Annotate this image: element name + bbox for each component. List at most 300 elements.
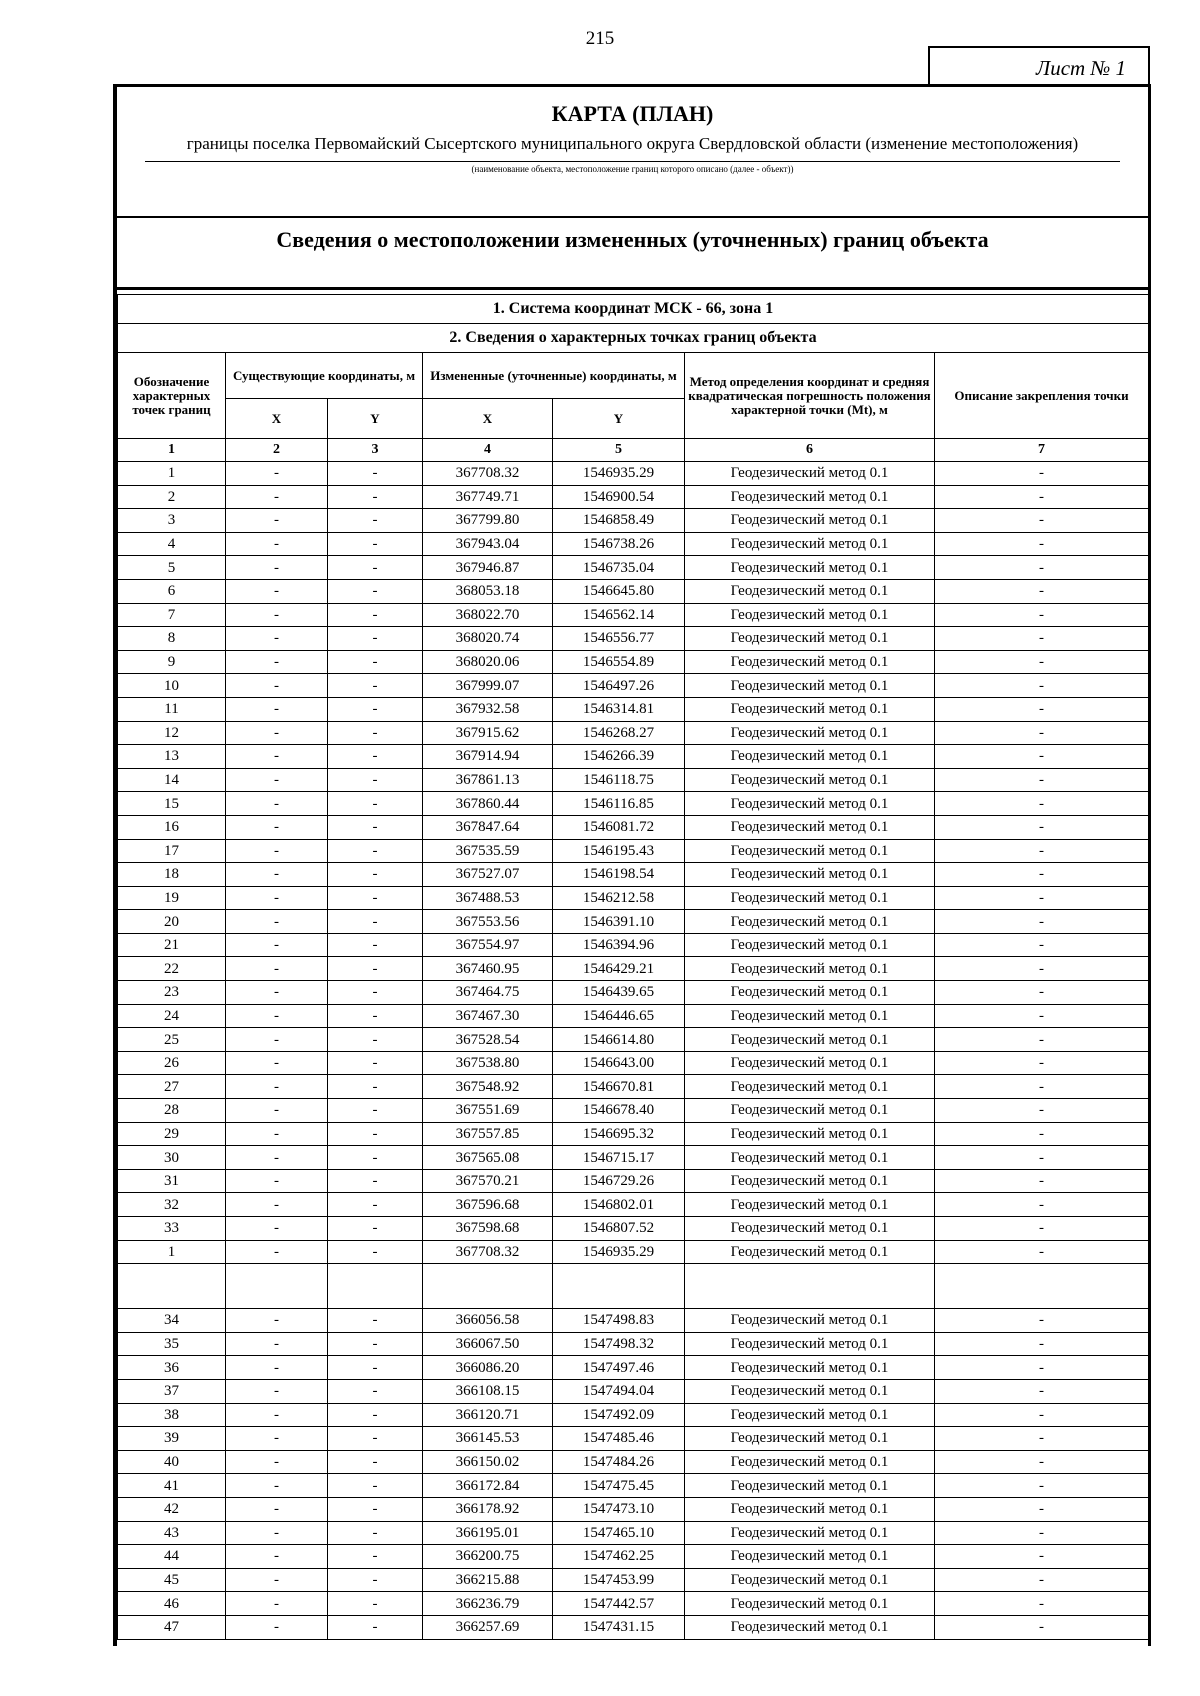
header-description: Описание закрепления точки (935, 353, 1149, 439)
existing-y: - (328, 650, 423, 674)
point-number: 47 (118, 1615, 226, 1639)
existing-y: - (328, 1122, 423, 1146)
point-number: 1 (118, 1240, 226, 1264)
existing-x: - (226, 957, 328, 981)
existing-x: - (226, 1004, 328, 1028)
method: Геодезический метод 0.1 (685, 1568, 935, 1592)
existing-y: - (328, 1450, 423, 1474)
method: Геодезический метод 0.1 (685, 1169, 935, 1193)
fixing-description: - (935, 532, 1149, 556)
changed-y: 1547475.45 (553, 1474, 685, 1498)
column-number: 2 (226, 439, 328, 462)
table-row (118, 532, 1149, 556)
method: Геодезический метод 0.1 (685, 579, 935, 603)
fixing-description: - (935, 721, 1149, 745)
method: Геодезический метод 0.1 (685, 886, 935, 910)
table-row (118, 1146, 1149, 1170)
table-row (118, 603, 1149, 627)
changed-x: 366215.88 (423, 1568, 553, 1592)
table-row (118, 1051, 1149, 1075)
point-number: 29 (118, 1122, 226, 1146)
changed-x: 367551.69 (423, 1099, 553, 1123)
changed-y: 1547498.32 (553, 1332, 685, 1356)
subtitle-caption: (наименование объекта, местоположение границ которого описано (далее - объект)) (471, 164, 794, 174)
point-number: 28 (118, 1099, 226, 1123)
method: Геодезический метод 0.1 (685, 863, 935, 887)
table-row (118, 815, 1149, 839)
existing-y: - (328, 1217, 423, 1241)
header-existing-y: Y (328, 399, 423, 439)
changed-y: 1546314.81 (553, 697, 685, 721)
fixing-description: - (935, 603, 1149, 627)
method: Геодезический метод 0.1 (685, 650, 935, 674)
table-separator-row (118, 1264, 1149, 1309)
point-number: 16 (118, 815, 226, 839)
changed-y: 1547494.04 (553, 1379, 685, 1403)
changed-y: 1546212.58 (553, 886, 685, 910)
existing-y: - (328, 627, 423, 651)
point-number: 27 (118, 1075, 226, 1099)
existing-x: - (226, 532, 328, 556)
existing-x: - (226, 603, 328, 627)
existing-y: - (328, 1099, 423, 1123)
table-row (118, 745, 1149, 769)
point-number: 37 (118, 1379, 226, 1403)
empty-cell (685, 1264, 935, 1309)
method: Геодезический метод 0.1 (685, 745, 935, 769)
existing-y: - (328, 1521, 423, 1545)
point-number: 1 (118, 462, 226, 486)
existing-x: - (226, 863, 328, 887)
changed-y: 1547473.10 (553, 1497, 685, 1521)
point-number: 3 (118, 509, 226, 533)
existing-y: - (328, 1497, 423, 1521)
existing-x: - (226, 933, 328, 957)
method: Геодезический метод 0.1 (685, 1028, 935, 1052)
point-number: 4 (118, 532, 226, 556)
existing-y: - (328, 1403, 423, 1427)
changed-y: 1546738.26 (553, 532, 685, 556)
existing-y: - (328, 1169, 423, 1193)
header-changed-y: Y (553, 399, 685, 439)
existing-x: - (226, 1332, 328, 1356)
existing-y: - (328, 1615, 423, 1639)
fixing-description: - (935, 981, 1149, 1005)
changed-x: 367527.07 (423, 863, 553, 887)
table-row (118, 1004, 1149, 1028)
method: Геодезический метод 0.1 (685, 1332, 935, 1356)
existing-x: - (226, 1146, 328, 1170)
changed-y: 1546198.54 (553, 863, 685, 887)
fixing-description: - (935, 1592, 1149, 1616)
fixing-description: - (935, 792, 1149, 816)
changed-x: 367565.08 (423, 1146, 553, 1170)
existing-y: - (328, 1240, 423, 1264)
fixing-description: - (935, 1545, 1149, 1569)
changed-x: 367535.59 (423, 839, 553, 863)
point-number: 20 (118, 910, 226, 934)
changed-x: 367708.32 (423, 462, 553, 486)
point-number: 17 (118, 839, 226, 863)
existing-y: - (328, 1028, 423, 1052)
point-number: 6 (118, 579, 226, 603)
column-number: 7 (935, 439, 1149, 462)
coordinate-system-label: 1. Система координат МСК - 66, зона 1 (118, 295, 1149, 324)
column-number: 6 (685, 439, 935, 462)
changed-x: 367538.80 (423, 1051, 553, 1075)
existing-x: - (226, 839, 328, 863)
method: Геодезический метод 0.1 (685, 1122, 935, 1146)
table-row (118, 1545, 1149, 1569)
existing-x: - (226, 579, 328, 603)
existing-x: - (226, 1379, 328, 1403)
existing-y: - (328, 792, 423, 816)
changed-x: 367464.75 (423, 981, 553, 1005)
existing-y: - (328, 1474, 423, 1498)
changed-x: 366172.84 (423, 1474, 553, 1498)
empty-cell (935, 1264, 1149, 1309)
table-row (118, 1474, 1149, 1498)
point-number: 24 (118, 1004, 226, 1028)
fixing-description: - (935, 745, 1149, 769)
changed-x: 366120.71 (423, 1403, 553, 1427)
method: Геодезический метод 0.1 (685, 1379, 935, 1403)
fixing-description: - (935, 1075, 1149, 1099)
fixing-description: - (935, 1099, 1149, 1123)
existing-y: - (328, 886, 423, 910)
method: Геодезический метод 0.1 (685, 981, 935, 1005)
fixing-description: - (935, 1122, 1149, 1146)
changed-x: 367915.62 (423, 721, 553, 745)
existing-x: - (226, 697, 328, 721)
existing-y: - (328, 1193, 423, 1217)
subtitle-underline (145, 161, 1120, 162)
table-row (118, 1497, 1149, 1521)
changed-x: 367598.68 (423, 1217, 553, 1241)
changed-x: 368022.70 (423, 603, 553, 627)
point-number: 10 (118, 674, 226, 698)
changed-x: 367488.53 (423, 886, 553, 910)
header-method: Метод определения координат и средняя квадратическая погрешность положения характерной точки (Mt), м (685, 353, 935, 439)
changed-y: 1547497.46 (553, 1356, 685, 1380)
existing-x: - (226, 1403, 328, 1427)
table-row (118, 697, 1149, 721)
method: Геодезический метод 0.1 (685, 1217, 935, 1241)
existing-y: - (328, 863, 423, 887)
changed-x: 367528.54 (423, 1028, 553, 1052)
existing-y: - (328, 532, 423, 556)
fixing-description: - (935, 556, 1149, 580)
table-row (118, 579, 1149, 603)
column-number: 3 (328, 439, 423, 462)
existing-x: - (226, 462, 328, 486)
fixing-description: - (935, 462, 1149, 486)
existing-x: - (226, 1122, 328, 1146)
table-row (118, 957, 1149, 981)
table-row (118, 863, 1149, 887)
existing-x: - (226, 815, 328, 839)
point-number: 32 (118, 1193, 226, 1217)
method: Геодезический метод 0.1 (685, 462, 935, 486)
fixing-description: - (935, 1169, 1149, 1193)
fixing-description: - (935, 863, 1149, 887)
table-row (118, 933, 1149, 957)
point-number: 18 (118, 863, 226, 887)
changed-y: 1546081.72 (553, 815, 685, 839)
existing-x: - (226, 1193, 328, 1217)
header-existing-x: X (226, 399, 328, 439)
changed-y: 1546195.43 (553, 839, 685, 863)
fixing-description: - (935, 1332, 1149, 1356)
changed-x: 366067.50 (423, 1332, 553, 1356)
header-changed: Измененные (уточненные) координаты, м (423, 353, 685, 399)
changed-y: 1546614.80 (553, 1028, 685, 1052)
changed-y: 1546715.17 (553, 1146, 685, 1170)
fixing-description: - (935, 627, 1149, 651)
changed-y: 1546695.32 (553, 1122, 685, 1146)
fixing-description: - (935, 1309, 1149, 1333)
changed-y: 1546116.85 (553, 792, 685, 816)
existing-y: - (328, 1545, 423, 1569)
table-row (118, 1568, 1149, 1592)
document-title: КАРТА (ПЛАН) (551, 101, 714, 126)
method: Геодезический метод 0.1 (685, 1474, 935, 1498)
document-subtitle: границы поселка Первомайский Сысертского муниципального округа Свердловской области (изменение местоположения) (186, 134, 1079, 153)
empty-cell (118, 1264, 226, 1309)
method: Геодезический метод 0.1 (685, 1309, 935, 1333)
changed-x: 366178.92 (423, 1497, 553, 1521)
title-block (113, 84, 1151, 216)
fixing-description: - (935, 1146, 1149, 1170)
point-number: 2 (118, 485, 226, 509)
column-number: 5 (553, 439, 685, 462)
table-row (118, 556, 1149, 580)
existing-y: - (328, 1075, 423, 1099)
fixing-description: - (935, 650, 1149, 674)
changed-x: 367932.58 (423, 697, 553, 721)
point-number: 22 (118, 957, 226, 981)
method: Геодезический метод 0.1 (685, 1146, 935, 1170)
point-number: 36 (118, 1356, 226, 1380)
existing-y: - (328, 1427, 423, 1451)
fixing-description: - (935, 1568, 1149, 1592)
fixing-description: - (935, 697, 1149, 721)
changed-x: 367553.56 (423, 910, 553, 934)
existing-x: - (226, 1450, 328, 1474)
changed-y: 1547484.26 (553, 1450, 685, 1474)
table-row (118, 1356, 1149, 1380)
fixing-description: - (935, 1474, 1149, 1498)
existing-y: - (328, 674, 423, 698)
changed-y: 1547485.46 (553, 1427, 685, 1451)
method: Геодезический метод 0.1 (685, 1545, 935, 1569)
changed-x: 367460.95 (423, 957, 553, 981)
existing-y: - (328, 1004, 423, 1028)
method: Геодезический метод 0.1 (685, 910, 935, 934)
existing-x: - (226, 1568, 328, 1592)
changed-x: 366108.15 (423, 1379, 553, 1403)
table-row (118, 1028, 1149, 1052)
table-row (118, 1521, 1149, 1545)
fixing-description: - (935, 1356, 1149, 1380)
fixing-description: - (935, 579, 1149, 603)
point-number: 42 (118, 1497, 226, 1521)
table-row (118, 1099, 1149, 1123)
existing-y: - (328, 1379, 423, 1403)
fixing-description: - (935, 509, 1149, 533)
method: Геодезический метод 0.1 (685, 556, 935, 580)
fixing-description: - (935, 1497, 1149, 1521)
column-number: 1 (118, 439, 226, 462)
empty-cell (553, 1264, 685, 1309)
fixing-description: - (935, 1217, 1149, 1241)
fixing-description: - (935, 1403, 1149, 1427)
existing-y: - (328, 768, 423, 792)
changed-x: 366150.02 (423, 1450, 553, 1474)
fixing-description: - (935, 674, 1149, 698)
table-row (118, 768, 1149, 792)
changed-x: 367999.07 (423, 674, 553, 698)
point-number: 14 (118, 768, 226, 792)
method: Геодезический метод 0.1 (685, 1592, 935, 1616)
table-row (118, 1379, 1149, 1403)
changed-x: 367847.64 (423, 815, 553, 839)
point-number: 19 (118, 886, 226, 910)
table-row (118, 1217, 1149, 1241)
changed-y: 1546497.26 (553, 674, 685, 698)
changed-x: 367596.68 (423, 1193, 553, 1217)
header-existing: Существующие координаты, м (226, 353, 423, 399)
changed-x: 367570.21 (423, 1169, 553, 1193)
method: Геодезический метод 0.1 (685, 933, 935, 957)
point-number: 31 (118, 1169, 226, 1193)
table-row (118, 721, 1149, 745)
table-row (118, 839, 1149, 863)
method: Геодезический метод 0.1 (685, 1450, 935, 1474)
changed-x: 368053.18 (423, 579, 553, 603)
existing-y: - (328, 1309, 423, 1333)
point-number: 39 (118, 1427, 226, 1451)
method: Геодезический метод 0.1 (685, 1427, 935, 1451)
existing-x: - (226, 1474, 328, 1498)
existing-y: - (328, 1356, 423, 1380)
changed-x: 366056.58 (423, 1309, 553, 1333)
table-row (118, 509, 1149, 533)
points-section-label: 2. Сведения о характерных точках границ объекта (118, 324, 1149, 353)
existing-x: - (226, 1240, 328, 1264)
table-row (118, 1427, 1149, 1451)
table-row (118, 1450, 1149, 1474)
table-row (118, 650, 1149, 674)
existing-x: - (226, 485, 328, 509)
existing-y: - (328, 556, 423, 580)
point-number: 13 (118, 745, 226, 769)
changed-y: 1546670.81 (553, 1075, 685, 1099)
existing-x: - (226, 1356, 328, 1380)
point-number: 26 (118, 1051, 226, 1075)
table-row (118, 1193, 1149, 1217)
changed-x: 366086.20 (423, 1356, 553, 1380)
fixing-description: - (935, 1450, 1149, 1474)
table-row (118, 1122, 1149, 1146)
changed-y: 1546645.80 (553, 579, 685, 603)
table-row (118, 1592, 1149, 1616)
changed-x: 367548.92 (423, 1075, 553, 1099)
changed-y: 1546118.75 (553, 768, 685, 792)
existing-x: - (226, 627, 328, 651)
point-number: 40 (118, 1450, 226, 1474)
existing-x: - (226, 1545, 328, 1569)
table-row (118, 1240, 1149, 1264)
changed-y: 1546268.27 (553, 721, 685, 745)
changed-x: 367946.87 (423, 556, 553, 580)
method: Геодезический метод 0.1 (685, 839, 935, 863)
existing-x: - (226, 556, 328, 580)
method: Геодезический метод 0.1 (685, 509, 935, 533)
existing-x: - (226, 981, 328, 1005)
method: Геодезический метод 0.1 (685, 532, 935, 556)
changed-y: 1546391.10 (553, 910, 685, 934)
fixing-description: - (935, 957, 1149, 981)
changed-x: 367860.44 (423, 792, 553, 816)
changed-y: 1546562.14 (553, 603, 685, 627)
point-number: 34 (118, 1309, 226, 1333)
changed-y: 1546643.00 (553, 1051, 685, 1075)
existing-y: - (328, 1592, 423, 1616)
existing-x: - (226, 1099, 328, 1123)
method: Геодезический метод 0.1 (685, 1051, 935, 1075)
method: Геодезический метод 0.1 (685, 1403, 935, 1427)
existing-y: - (328, 1332, 423, 1356)
changed-x: 368020.06 (423, 650, 553, 674)
table-row (118, 462, 1149, 486)
changed-y: 1547462.25 (553, 1545, 685, 1569)
existing-x: - (226, 745, 328, 769)
existing-y: - (328, 579, 423, 603)
existing-y: - (328, 721, 423, 745)
changed-x: 366195.01 (423, 1521, 553, 1545)
table-row (118, 674, 1149, 698)
point-number: 23 (118, 981, 226, 1005)
point-number: 35 (118, 1332, 226, 1356)
table-row (118, 886, 1149, 910)
fixing-description: - (935, 1240, 1149, 1264)
point-number: 15 (118, 792, 226, 816)
existing-x: - (226, 1169, 328, 1193)
changed-x: 367749.71 (423, 485, 553, 509)
changed-y: 1547431.15 (553, 1615, 685, 1639)
method: Геодезический метод 0.1 (685, 792, 935, 816)
table-row (118, 1075, 1149, 1099)
table-row (118, 792, 1149, 816)
changed-y: 1547498.83 (553, 1309, 685, 1333)
existing-x: - (226, 509, 328, 533)
existing-y: - (328, 839, 423, 863)
existing-x: - (226, 792, 328, 816)
method: Геодезический метод 0.1 (685, 957, 935, 981)
point-number: 38 (118, 1403, 226, 1427)
changed-x: 367554.97 (423, 933, 553, 957)
point-number: 41 (118, 1474, 226, 1498)
existing-x: - (226, 1497, 328, 1521)
existing-x: - (226, 1592, 328, 1616)
point-number: 8 (118, 627, 226, 651)
empty-cell (423, 1264, 553, 1309)
changed-y: 1546935.29 (553, 462, 685, 486)
fixing-description: - (935, 1004, 1149, 1028)
changed-y: 1546858.49 (553, 509, 685, 533)
existing-x: - (226, 1309, 328, 1333)
